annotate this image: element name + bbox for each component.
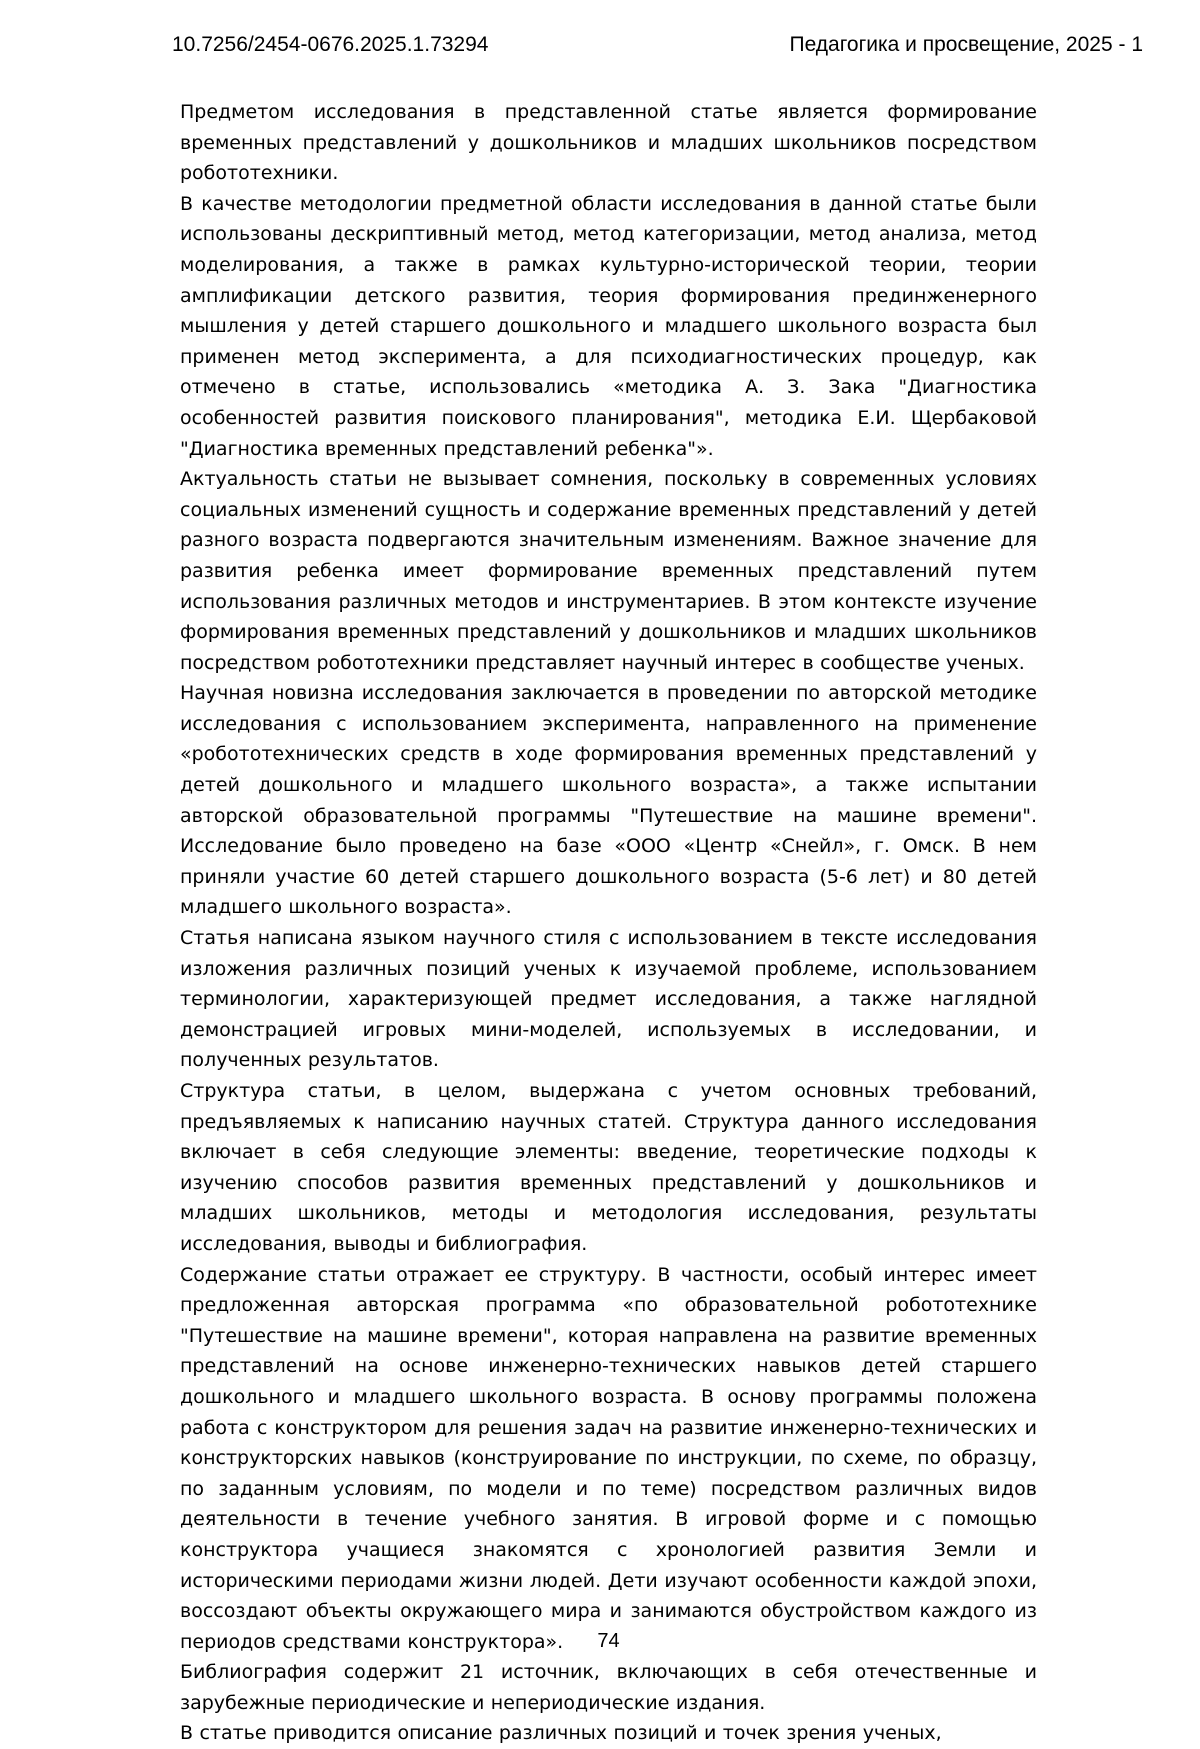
article-body (180, 97, 1037, 1749)
page-header (172, 33, 1143, 57)
paragraph-continuation: В статье приводится описание различных позиций и точек зрения ученых, (180, 1722, 942, 1745)
paragraph-bibliography: Библиография содержит 21 источник, включающих в себя отечественные и зарубежные периодические и непериодические издания. (180, 1661, 1037, 1714)
paragraph-subject: Предметом исследования в представленной статье является формирование временных представлений у дошкольников и младших школьников посредством робототехники. (180, 101, 1037, 185)
paragraph-style: Статья написана языком научного стиля с использованием в тексте исследования изложения различных позиций ученых к изучаемой проблеме, использованием терминологии, характеризующей предмет исследования, а также наглядной демонстрацией игровых мини-моделей, используемых в исследовании, и полученных результатов. (180, 927, 1037, 1072)
paragraph-methodology: В качестве методологии предметной области исследования в данной статье были использованы дескриптивный метод, метод категоризации, метод анализа, метод моделирования, а также в рамках культурно-исторической теории, теории амплификации детского развития, теория формирования прединженерного мышления у детей старшего дошкольного и младшего школьного возраста был применен метод эксперимента, а для психодиагностических процедур, как отмечено в статье, использовались «методика А. З. Зака "Диагностика особенностей развития поискового планирования", методика Е.И. Щербаковой "Диагностика временных представлений ребенка"». (180, 192, 1037, 460)
paragraph-structure: Структура статьи, в целом, выдержана с учетом основных требований, предъявляемых к написанию научных статей. Структура данного исследования включает в себя следующие элементы: введение, теоретические подходы к изучению способов развития временных представлений у дошкольников и младших школьников, методы и методология исследования, результаты исследования, выводы и библиография. (180, 1080, 1037, 1255)
journal-title: Педагогика и просвещение, 2025 - 1 (789, 33, 1143, 56)
paragraph-relevance: Актуальность статьи не вызывает сомнения, поскольку в современных условиях социальных изменений сущность и содержание временных представлений у детей разного возраста подвергаются значительным изменениям. Важное значение для развития ребенка имеет формирование временных представлений путем использования различных методов и инструментариев. В этом контексте изучение формирования временных представлений у дошкольников и младших школьников посредством робототехники представляет научный интерес в сообществе ученых. (180, 468, 1037, 674)
page-footer (180, 1630, 1037, 1653)
paragraph-content: Содержание статьи отражает ее структуру. В частности, особый интерес имеет предложенная авторская программа «по образовательной робототехнике "Путешествие на машине времени", которая направлена на развитие временных представлений на основе инженерно-технических навыков детей старшего дошкольного и младшего школьного возраста. В основу программы положена работа с конструктором для решения задач на развитие инженерно-технических и конструкторских навыков (конструирование по инструкции, по схеме, по образцу, по заданным условиям, по модели и по теме) посредством различных видов деятельности в течение учебного занятия. В игровой форме и с помощью конструктора учащиеся знакомятся с хронологией развития Земли и историческими периодами жизни людей. Дети изучают особенности каждой эпохи, воссоздают объекты окружающего мира и занимаются обустройством каждого из периодов средствами конструктора». (180, 1263, 1037, 1653)
paragraph-novelty: Научная новизна исследования заключается в проведении по авторской методике исследования с использованием эксперимента, направленного на применение «робототехнических средств в ходе формирования временных представлений у детей дошкольного и младшего школьного возраста», а также испытании авторской образовательной программы "Путешествие на машине времени". Исследование было проведено на базе «ООО «Центр «Снейл», г. Омск. В нем приняли участие 60 детей старшего дошкольного возраста (5-6 лет) и 80 детей младшего школьного возраста». (180, 682, 1037, 919)
page-number: 74 (597, 1630, 620, 1652)
doi-label: 10.7256/2454-0676.2025.1.73294 (172, 33, 489, 56)
